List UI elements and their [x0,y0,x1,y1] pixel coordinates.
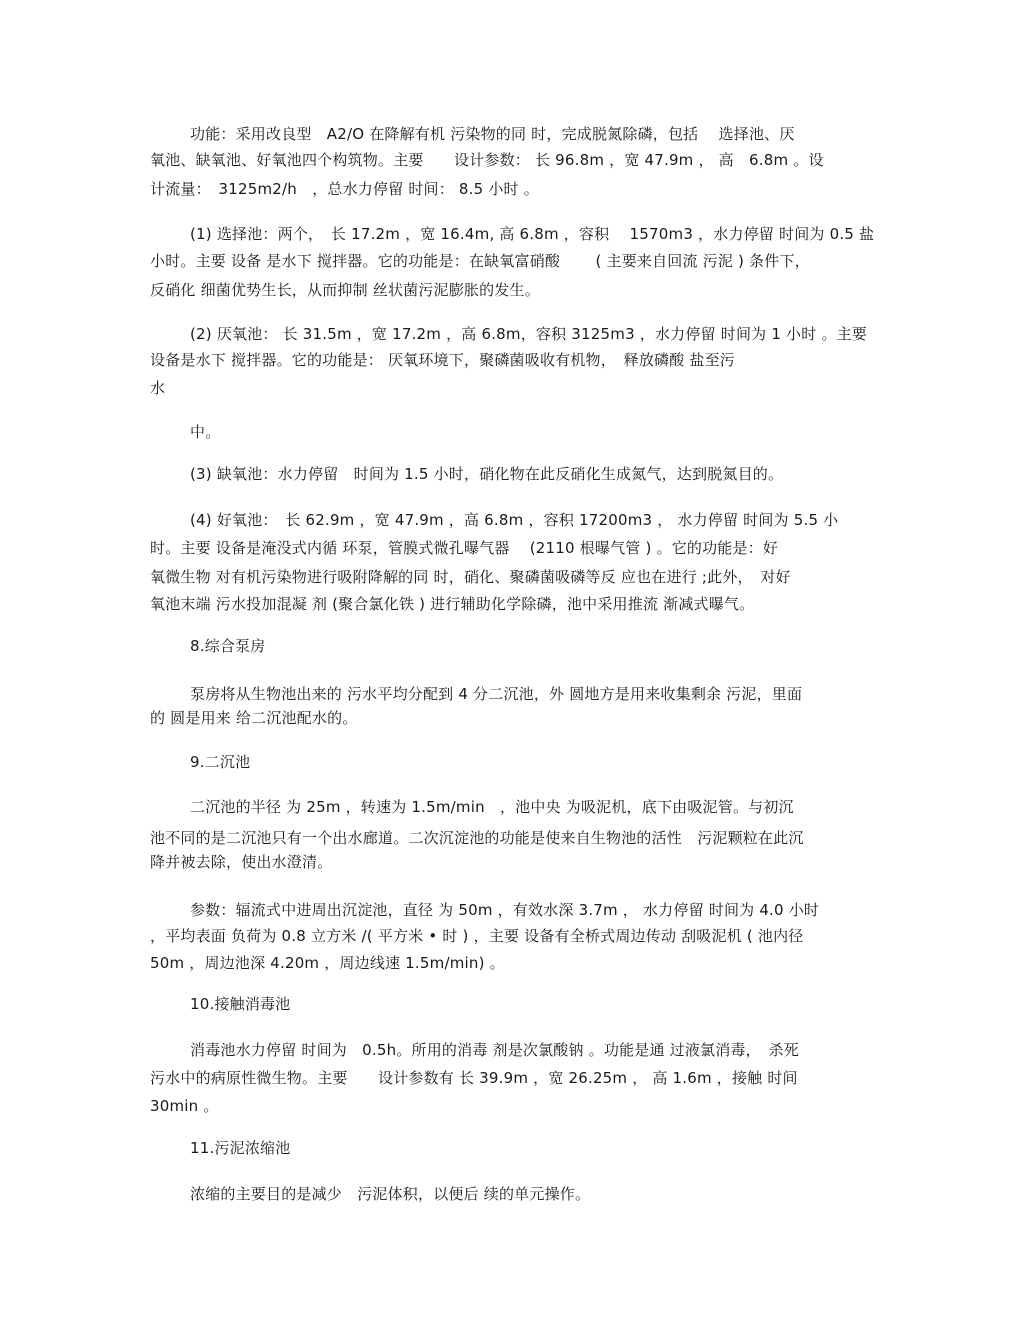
selection-tank-line-2: 小时。主要 设备 是水下 搅拌器。它的功能是：在缺氧富硝酸 ( 主要来自回流 污泥 ) 条件下， [150,252,810,270]
section-11-heading: 11.污泥浓缩池 [190,1139,291,1157]
aerobic-tank-line-2: 时。主要 设备是淹没式内循 环泵，管膜式微孔曝气器 (2110 根曝气管 ) 。它的功能是：好 [150,539,779,557]
anaerobic-tank-line-2: 设备是水下 搅拌器。它的功能是： 厌氧环境下，聚磷菌吸收有机物， 释放磷酸 盐至污 [150,351,736,369]
section-10-heading: 10.接触消毒池 [190,995,291,1013]
anaerobic-tank-line-4: 中。 [190,423,221,441]
anaerobic-tank-line-3: 水 [150,379,166,397]
clarifier-params-line-3: 50m ，周边池深 4.20m ，周边线速 1.5m/min) 。 [150,954,505,972]
thickener-line-1: 浓缩的主要目的是减少 污泥体积，以便后 续的单元操作。 [190,1185,591,1203]
clarifier-params-line-2: ，平均表面 负荷为 0.8 立方米 /( 平方米 • 时 ) ，主要 设备有全桥式周边传动 刮吸泥机 ( 池内径 [150,927,804,945]
anoxic-tank-line-1: (3) 缺氧池：水力停留 时间为 1.5 小时，硝化物在此反硝化生成氮气，达到脱氮目的。 [190,465,784,483]
secondary-clarifier-line-2: 池不同的是二沉池只有一个出水廊道。二次沉淀池的功能是使来自生物池的活性 污泥颗粒在此沉 [150,829,804,847]
intro-line-2: 氧池、缺氧池、好氧池四个构筑物。主要 设计参数： 长 96.8m ，宽 47.9m ， 高 6.8m 。设 [150,151,824,169]
aerobic-tank-line-3: 氧微生物 对有机污染物进行吸附降解的同 时，硝化、聚磷菌吸磷等反 应也在进行 ;此外， 对好 [150,568,791,586]
disinfection-line-1: 消毒池水力停留 时间为 0.5h。所用的消毒 剂是次氯酸钠 。功能是通 过液氯消毒， 杀死 [190,1041,799,1059]
intro-line-3: 计流量： 3125m2/h ，总水力停留 时间： 8.5 小时 。 [150,180,539,198]
disinfection-line-3: 30min 。 [150,1097,219,1115]
selection-tank-line-1: (1) 选择池：两个， 长 17.2m ，宽 16.4m, 高 6.8m ，容积 1570m3 ，水力停留 时间为 0.5 盐 [190,225,875,243]
aerobic-tank-line-4: 氧池末端 污水投加混凝 剂 (聚合氯化铁 ) 进行辅助化学除磷，池中采用推流 渐减式曝气。 [150,595,755,613]
secondary-clarifier-line-3: 降并被去除，使出水澄清。 [150,853,333,871]
anaerobic-tank-line-1: (2) 厌氧池： 长 31.5m ，宽 17.2m ，高 6.8m，容积 3125m3 ，水力停留 时间为 1 小时 。主要 [190,325,867,343]
selection-tank-line-3: 反硝化 细菌优势生长，从而抑制 丝状菌污泥膨胀的发生。 [150,281,540,299]
secondary-clarifier-line-1: 二沉池的半径 为 25m ，转速为 1.5m/min ，池中央 为吸泥机，底下由吸泥管。与初沉 [190,798,794,816]
section-9-heading: 9.二沉池 [190,753,251,771]
clarifier-params-line-1: 参数：辐流式中进周出沉淀池，直径 为 50m ，有效水深 3.7m ， 水力停留 时间为 4.0 小时 [190,901,820,919]
disinfection-line-2: 污水中的病原性微生物。主要 设计参数有 长 39.9m ，宽 26.25m ， 高 1.6m ，接触 时间 [150,1069,798,1087]
pump-house-line-1: 泵房将从生物池出来的 污水平均分配到 4 分二沉池，外 圆地方是用来收集剩余 污泥，里面 [190,685,803,703]
pump-house-line-2: 的 圆是用来 给二沉池配水的。 [150,709,358,727]
intro-line-1: 功能：采用改良型 A2/O 在降解有机 污染物的同 时，完成脱氮除磷，包括 选择池、厌 [190,125,795,143]
aerobic-tank-line-1: (4) 好氧池： 长 62.9m ，宽 47.9m ，高 6.8m ，容积 17200m3 ， 水力停留 时间为 5.5 小 [190,511,839,529]
section-8-heading: 8.综合泵房 [190,637,266,655]
